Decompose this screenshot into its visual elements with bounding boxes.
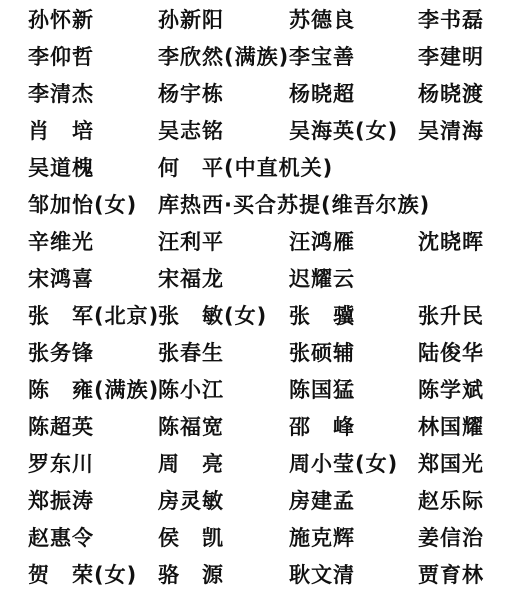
name-row: [0, 372, 505, 408]
name-cell: 宋鸿喜: [28, 267, 94, 291]
name-row: [0, 261, 505, 297]
name-cell: 郑振涛: [28, 489, 94, 513]
name-cell: 张春生: [158, 341, 224, 365]
name-cell: 李宝善: [289, 45, 355, 69]
name-cell: 何 平(中直机关): [158, 156, 334, 180]
name-cell: 李建明: [418, 45, 484, 69]
name-row: [0, 520, 505, 556]
name-cell: 张 骥: [289, 304, 355, 328]
name-row: [0, 39, 505, 75]
name-cell: 陈小江: [158, 378, 224, 402]
name-cell: 陈 雍(满族): [28, 378, 160, 402]
name-cell: 汪鸿雁: [289, 230, 355, 254]
name-cell: 郑国光: [418, 452, 484, 476]
name-cell: 骆 源: [158, 563, 224, 587]
name-cell: 张 军(北京): [28, 304, 160, 328]
name-row: [0, 483, 505, 519]
name-cell: 杨晓渡: [418, 82, 484, 106]
name-cell: 陆俊华: [418, 341, 484, 365]
name-row: [0, 113, 505, 149]
name-cell: 林国耀: [418, 415, 484, 439]
name-cell: 姜信治: [418, 526, 484, 550]
name-cell: 杨宇栋: [158, 82, 224, 106]
name-row: [0, 2, 505, 38]
name-cell: 施克辉: [289, 526, 355, 550]
name-row: [0, 557, 505, 593]
name-row: [0, 187, 505, 223]
name-cell: 孙怀新: [28, 8, 94, 32]
name-cell: 陈学斌: [418, 378, 484, 402]
name-row: [0, 409, 505, 445]
name-cell: 吴志铭: [158, 119, 224, 143]
name-cell: 沈晓晖: [418, 230, 484, 254]
name-cell: 李欣然(满族): [158, 45, 290, 69]
name-cell: 陈超英: [28, 415, 94, 439]
name-cell: 吴道槐: [28, 156, 94, 180]
name-cell: 辛维光: [28, 230, 94, 254]
name-cell: 张务锋: [28, 341, 94, 365]
name-cell: 邵 峰: [289, 415, 355, 439]
name-cell: 贾育林: [418, 563, 484, 587]
name-row: [0, 298, 505, 334]
name-cell: 耿文清: [289, 563, 355, 587]
name-cell: 张升民: [418, 304, 484, 328]
name-cell: 张 敏(女): [158, 304, 268, 328]
name-cell: 李清杰: [28, 82, 94, 106]
name-cell: 汪利平: [158, 230, 224, 254]
name-cell: 陈福宽: [158, 415, 224, 439]
name-cell: 周 亮: [158, 452, 224, 476]
name-cell: 罗东川: [28, 452, 94, 476]
name-row: [0, 76, 505, 112]
name-cell: 库热西·买合苏提(维吾尔族): [158, 193, 431, 217]
name-cell: 邹加怡(女): [28, 193, 138, 217]
name-cell: 杨晓超: [289, 82, 355, 106]
name-cell: 吴海英(女): [289, 119, 399, 143]
name-cell: 肖 培: [28, 119, 94, 143]
name-cell: 吴清海: [418, 119, 484, 143]
name-row: [0, 335, 505, 371]
name-cell: 李书磊: [418, 8, 484, 32]
name-cell: 房灵敏: [158, 489, 224, 513]
name-cell: 赵惠令: [28, 526, 94, 550]
name-cell: 苏德良: [289, 8, 355, 32]
name-cell: 贺 荣(女): [28, 563, 138, 587]
name-cell: 侯 凯: [158, 526, 224, 550]
name-row: [0, 224, 505, 260]
name-cell: 李仰哲: [28, 45, 94, 69]
name-cell: 房建孟: [289, 489, 355, 513]
name-cell: 迟耀云: [289, 267, 355, 291]
name-row: [0, 150, 505, 186]
name-cell: 孙新阳: [158, 8, 224, 32]
name-cell: 陈国猛: [289, 378, 355, 402]
name-cell: 赵乐际: [418, 489, 484, 513]
name-cell: 张硕辅: [289, 341, 355, 365]
name-row: [0, 446, 505, 482]
name-cell: 周小莹(女): [289, 452, 399, 476]
name-cell: 宋福龙: [158, 267, 224, 291]
